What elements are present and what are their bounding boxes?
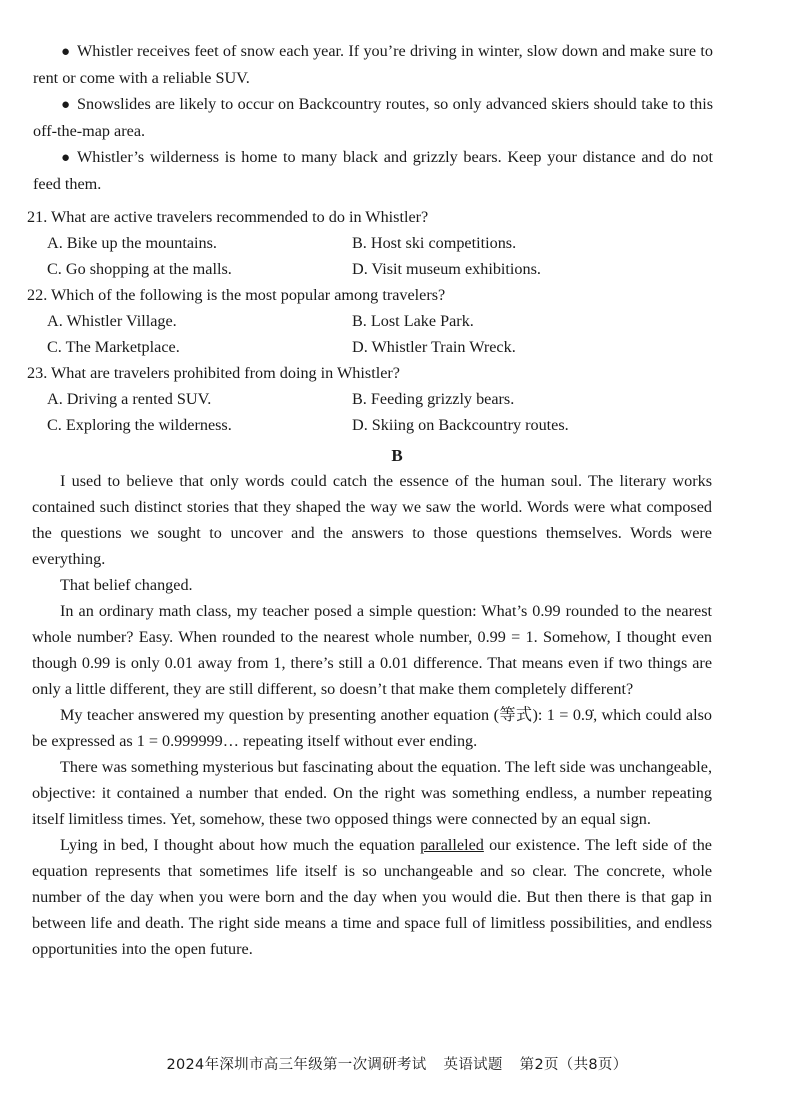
paragraph: There was something mysterious but fascinating about the equation. The left side was unchangeable, objective: it contained a number that ended. On the right was something endless, a number repeating itself limitless times. Yet, somehow, these two opposed things were connected by an equal sign. (32, 758, 712, 828)
page-footer (0, 1052, 794, 1078)
option-a: A. Whistler Village. (47, 312, 177, 330)
passage-b (32, 468, 712, 962)
questions (27, 204, 707, 438)
question-21 (27, 204, 707, 282)
section-heading: B (391, 446, 403, 465)
question-stem: 23. What are travelers prohibited from doing in Whistler? (27, 364, 400, 382)
tip-bullet (33, 91, 713, 144)
footer-page-number: 第2页（共8页） (519, 1057, 628, 1073)
footer-exam-title: 2024年深圳市高三年级第一次调研考试 (166, 1057, 427, 1073)
option-d: D. Visit museum exhibitions. (352, 260, 541, 278)
question-stem: 21. What are active travelers recommended to do in Whistler? (27, 208, 429, 226)
paragraph: I used to believe that only words could catch the essence of the human soul. The literary works contained such distinct stories that they shaped the way we saw the world. Words were what composed the questions we sought to uncover and the answers to those questions themselves. Words were everything. (32, 472, 712, 568)
option-b: B. Host ski competitions. (352, 234, 517, 252)
option-c: C. Go shopping at the malls. (47, 260, 232, 278)
tip-text: Whistler receives feet of snow each year. If you’re driving in winter, slow down and make sure to rent or come with a reliable SUV. (33, 42, 713, 87)
paragraph: My teacher answered my question by presenting another equation (等式): 1 = 0.9̇, which could also be expressed as 1 = 0.999999… repeating itself without ever ending. (32, 706, 712, 750)
option-b: B. Lost Lake Park. (352, 312, 474, 330)
option-c: C. Exploring the wilderness. (47, 416, 232, 434)
question-22 (27, 282, 707, 360)
option-a: A. Bike up the mountains. (47, 234, 217, 252)
option-d: D. Whistler Train Wreck. (352, 338, 516, 356)
option-b: B. Feeding grizzly bears. (352, 390, 515, 408)
paragraph (32, 832, 712, 962)
bullet-dot-icon: ● (61, 44, 71, 60)
option-c: C. The Marketplace. (47, 338, 180, 356)
footer-subject: 英语试题 (443, 1057, 503, 1073)
underlined-word: paralleled (420, 836, 484, 854)
tip-bullet (33, 38, 713, 91)
paragraph-text: Lying in bed, I thought about how much the equation (60, 836, 421, 854)
option-a: A. Driving a rented SUV. (47, 390, 212, 408)
paragraph: In an ordinary math class, my teacher posed a simple question: What’s 0.99 rounded to the nearest whole number? Easy. When rounded to the nearest whole number, 0.99 = 1. Somehow, I thought even though 0.99 is only 0.01 away from 1, there’s still a 0.01 difference. That means even if two things are only a little different, they are still different, so doesn’t that make them completely different? (32, 602, 712, 698)
tip-text: Snowslides are likely to occur on Backcountry routes, so only advanced skiers should take to this off-the-map area. (33, 95, 713, 140)
tip-bullet (33, 144, 713, 197)
option-d: D. Skiing on Backcountry routes. (352, 416, 569, 434)
question-23 (27, 360, 707, 438)
paragraph-text: our existence. The left side of the equation represents that sometimes life itself is so unchangeable and so clear. The concrete, whole number of the day when you were born and the day when you would die. But then there is that gap in between life and death. The right side means a time and space full of limitless possibilities, and endless opportunities into the open future. (32, 836, 712, 958)
bullet-dot-icon: ● (61, 97, 71, 113)
tip-text: Whistler’s wilderness is home to many black and grizzly bears. Keep your distance and do not feed them. (33, 148, 713, 193)
bullet-dot-icon: ● (61, 150, 71, 166)
question-stem: 22. Which of the following is the most popular among travelers? (27, 286, 446, 304)
paragraph: That belief changed. (60, 576, 193, 594)
tips-list (33, 38, 713, 197)
